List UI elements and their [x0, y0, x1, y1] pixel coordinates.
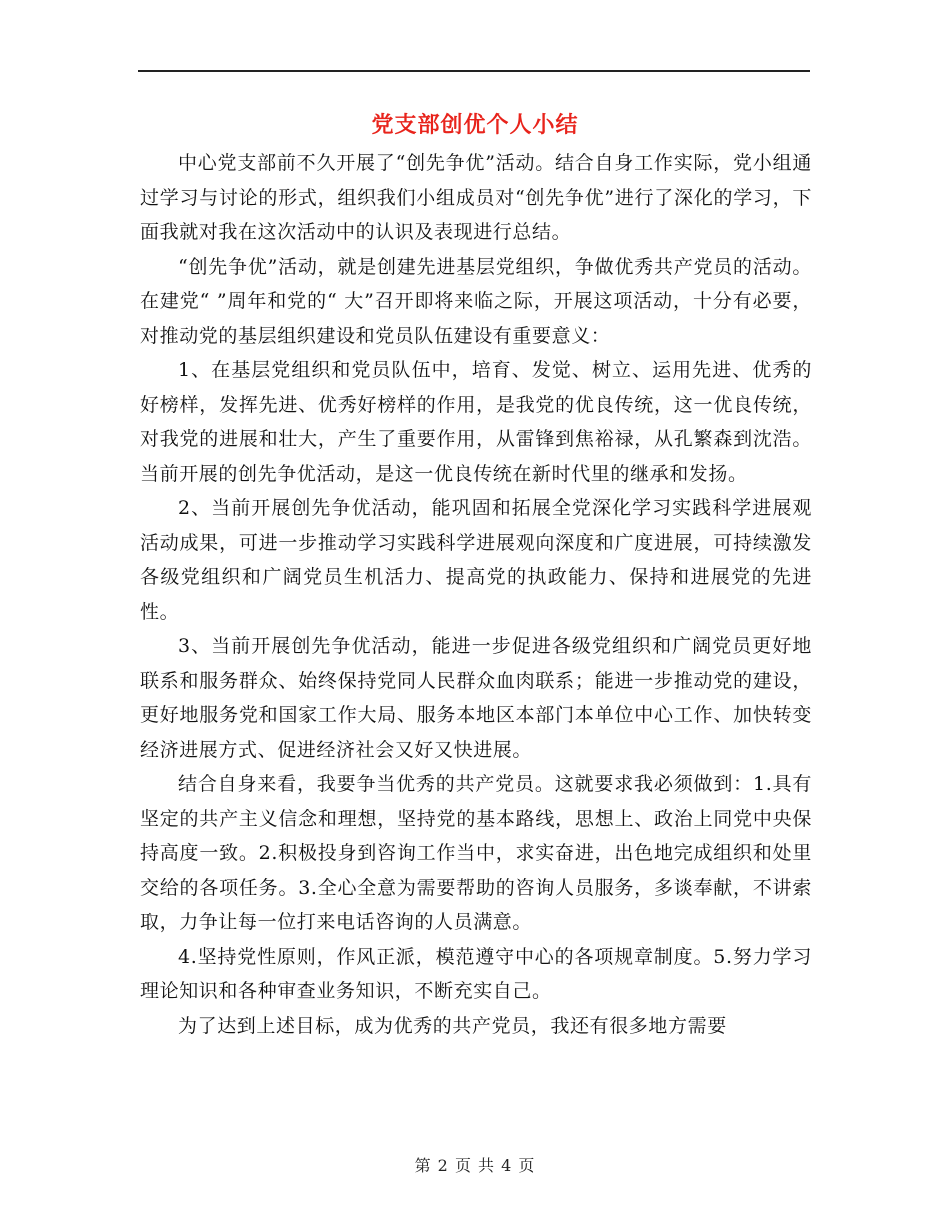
paragraph: 1、在基层党组织和党员队伍中，培育、发觉、树立、运用先进、优秀的好榜样，发挥先进、优秀好榜样的作用，是我党的优良传统，这一优良传统，对我党的进展和壮大，产生了重要作用，从雷锋到焦裕禄，从孔繁森到沈浩。当前开展的创先争优活动，是这一优良传统在新时代里的继承和发扬。 [140, 359, 812, 485]
paragraph: 3、当前开展创先争优活动，能进一步促进各级党组织和广阔党员更好地联系和服务群众、始终保持党同人民群众血肉联系；能进一步推动党的建设，更好地服务党和国家工作大局、服务本地区本部门本单位中心工作、加快转变经济进展方式、促进经济社会又好又快进展。 [140, 635, 812, 761]
paragraph: 2、当前开展创先争优活动，能巩固和拓展全党深化学习实践科学进展观活动成果，可进一步推动学习实践科学进展观向深度和广度进展，可持续激发各级党组织和广阔党员生机活力、提高党的执政能力、保持和进展党的先进性。 [140, 497, 812, 623]
paragraph: 中心党支部前不久开展了“创先争优”活动。结合自身工作实际，党小组通过学习与讨论的形式，组织我们小组成员对“创先争优”进行了深化的学习，下面我就对我在这次活动中的认识及表现进行总结。 [140, 152, 812, 243]
document-title: 党支部创优个人小结 [371, 112, 579, 138]
document-body [140, 146, 812, 1043]
paragraph: “创先争优”活动，就是创建先进基层党组织，争做优秀共产党员的活动。在建党“ ”周年和党的“ 大”召开即将来临之际，开展这项活动，十分有必要，对推动党的基层组织建设和党员队伍建设有重要意义： [140, 255, 812, 347]
header-rule [138, 70, 810, 72]
paragraph: 为了达到上述目标，成为优秀的共产党员，我还有很多地方需要 [178, 1014, 727, 1037]
page-number: 第 2 页 共 4 页 [414, 1156, 536, 1175]
paragraph: 结合自身来看，我要争当优秀的共产党员。这就要求我必须做到：1.具有坚定的共产主义信念和理想，坚持党的基本路线，思想上、政治上同党中央保持高度一致。2.积极投身到咨询工作当中，求实奋进，出色地完成组织和处里交给的各项任务。3.全心全意为需要帮助的咨询人员服务，多谈奉献，不讲索取，力争让每一位打来电话咨询的人员满意。 [140, 773, 812, 933]
paragraph: 4.坚持党性原则，作风正派，模范遵守中心的各项规章制度。5.努力学习理论知识和各种审查业务知识，不断充实自己。 [140, 945, 812, 1002]
